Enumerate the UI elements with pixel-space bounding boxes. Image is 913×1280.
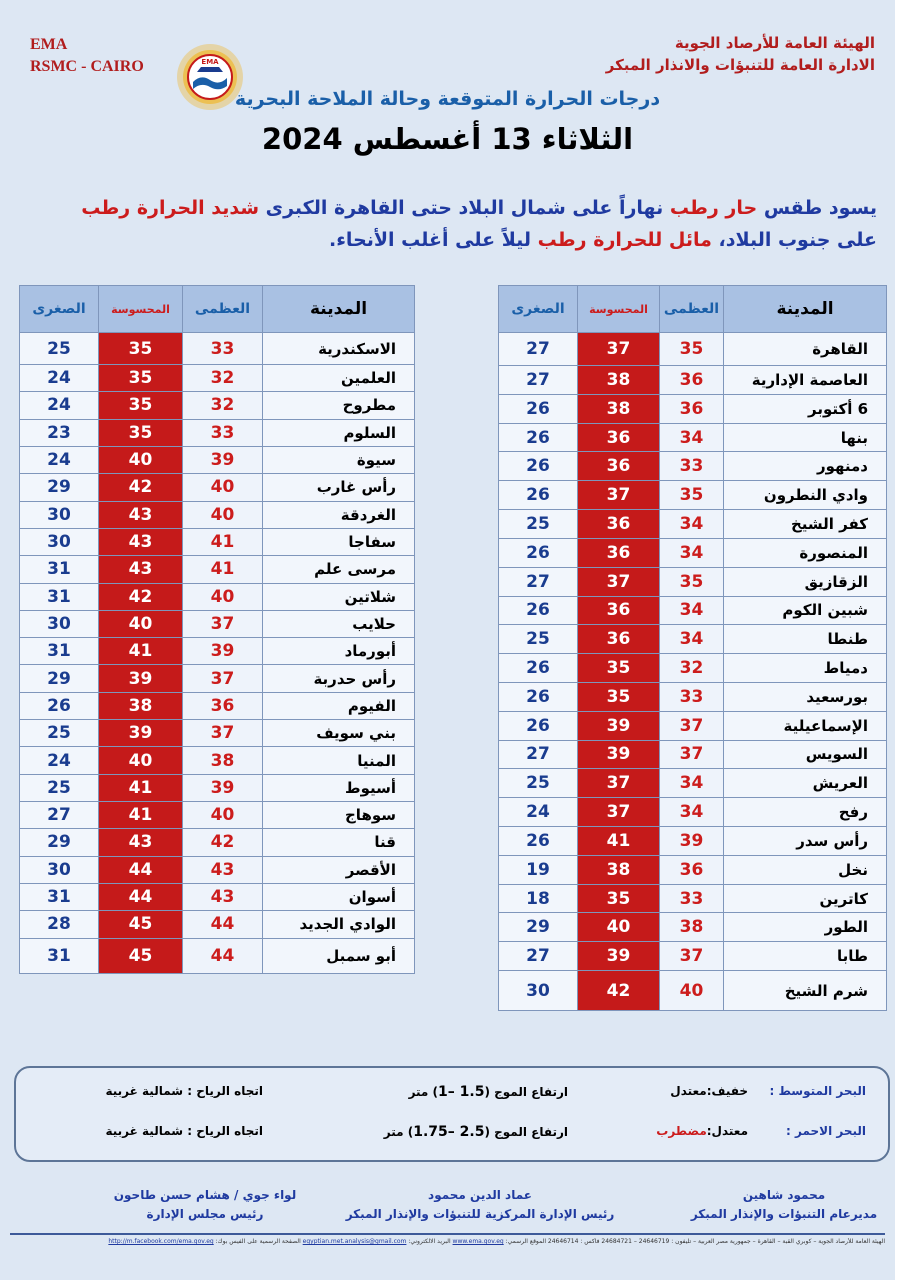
city-cell: رأس سدر — [724, 827, 887, 856]
max-temp-cell: 40 — [183, 583, 263, 610]
max-temp-cell: 32 — [660, 654, 724, 683]
forecast-part: نهاراً على شمال البلاد حتى القاهرة الكبرى — [265, 197, 664, 219]
city-cell: شلاتين — [263, 583, 415, 610]
city-cell: الوادي الجديد — [263, 911, 415, 938]
city-cell: سوهاج — [263, 802, 415, 829]
city-cell: العاصمة الإدارية — [724, 366, 887, 395]
min-temp-cell: 29 — [20, 474, 99, 501]
feels-like-cell: 43 — [99, 556, 183, 583]
max-temp-cell: 40 — [183, 802, 263, 829]
table-row — [20, 720, 415, 747]
max-temp-cell: 36 — [183, 692, 263, 719]
wave-height — [409, 1084, 568, 1100]
feels-like-cell: 35 — [578, 682, 660, 711]
sea-conditions-panel — [14, 1066, 890, 1162]
city-cell: القاهرة — [724, 333, 887, 366]
sea-row-mediterranean — [16, 1084, 888, 1108]
city-cell: بورسعيد — [724, 682, 887, 711]
table-row — [20, 856, 415, 883]
max-temp-cell: 40 — [183, 474, 263, 501]
table-row — [499, 567, 887, 596]
signatory-name: عماد الدين محمود — [428, 1188, 532, 1202]
sea-state: خفيف:معتدل — [670, 1084, 748, 1098]
table-row — [499, 913, 887, 942]
max-temp-cell: 37 — [183, 610, 263, 637]
min-temp-cell: 30 — [20, 856, 99, 883]
city-cell: قنا — [263, 829, 415, 856]
table-row — [20, 610, 415, 637]
max-temp-cell: 43 — [183, 856, 263, 883]
min-temp-cell: 31 — [20, 583, 99, 610]
feels-like-cell: 38 — [99, 692, 183, 719]
feels-like-cell: 35 — [99, 419, 183, 446]
table-row — [499, 654, 887, 683]
table-row — [499, 740, 887, 769]
signatory-name: لواء جوي / هشام حسن طاحون — [113, 1188, 297, 1202]
signatory-title: رئيس الإدارة المركزية للتنبؤات والإنذار المبكر — [345, 1207, 615, 1221]
wave-height — [384, 1124, 568, 1140]
min-temp-cell: 26 — [499, 596, 578, 625]
table-row — [20, 911, 415, 938]
min-temp-cell: 26 — [499, 452, 578, 481]
table-row — [20, 556, 415, 583]
column-header-feels-like: المحسوسة — [99, 286, 183, 333]
column-header-min: الصغرى — [499, 286, 578, 333]
city-cell: دمياط — [724, 654, 887, 683]
city-cell: أبورماد — [263, 638, 415, 665]
city-cell: شبين الكوم — [724, 596, 887, 625]
table-row — [20, 419, 415, 446]
min-temp-cell: 25 — [20, 333, 99, 365]
feels-like-cell: 40 — [99, 747, 183, 774]
wave-value: 1– 1.5 — [438, 1084, 485, 1100]
city-cell: دمنهور — [724, 452, 887, 481]
max-temp-cell: 32 — [183, 365, 263, 392]
feels-like-cell: 39 — [578, 740, 660, 769]
signatory-name: محمود شاهين — [742, 1188, 826, 1202]
feels-like-cell: 37 — [578, 567, 660, 596]
feels-like-cell: 40 — [578, 913, 660, 942]
min-temp-cell: 26 — [499, 394, 578, 423]
feels-like-cell: 36 — [578, 596, 660, 625]
signatory-title: مديرعام التنبؤات والإنذار المبكر — [690, 1207, 878, 1221]
feels-like-cell: 38 — [578, 366, 660, 395]
sea-state-rough: مضطرب — [656, 1124, 707, 1138]
min-temp-cell: 27 — [499, 740, 578, 769]
logo-text: EMA — [201, 58, 219, 66]
temperature-table-left — [19, 285, 415, 974]
signature-block — [100, 1186, 310, 1224]
table-row — [499, 596, 887, 625]
max-temp-cell: 42 — [183, 829, 263, 856]
city-cell: شرم الشيخ — [724, 971, 887, 1011]
max-temp-cell: 37 — [660, 942, 724, 971]
sea-state — [656, 1124, 748, 1138]
min-temp-cell: 24 — [20, 446, 99, 473]
max-temp-cell: 38 — [660, 913, 724, 942]
min-temp-cell: 23 — [20, 419, 99, 446]
max-temp-cell: 40 — [183, 501, 263, 528]
city-cell: الإسماعيلية — [724, 711, 887, 740]
min-temp-cell: 26 — [499, 654, 578, 683]
max-temp-cell: 34 — [660, 510, 724, 539]
city-cell: رفح — [724, 798, 887, 827]
max-temp-cell: 39 — [660, 827, 724, 856]
min-temp-cell: 24 — [20, 747, 99, 774]
feels-like-cell: 35 — [99, 365, 183, 392]
table-row — [499, 971, 887, 1011]
table-row — [20, 747, 415, 774]
sea-row-red-sea — [16, 1124, 888, 1148]
wave-unit: ) متر — [383, 1125, 414, 1139]
table-row — [20, 474, 415, 501]
table-row — [20, 802, 415, 829]
min-temp-cell: 29 — [499, 913, 578, 942]
city-cell: مرسى علم — [263, 556, 415, 583]
min-temp-cell: 26 — [499, 827, 578, 856]
temperature-table-right — [498, 285, 887, 1011]
max-temp-cell: 39 — [183, 774, 263, 801]
min-temp-cell: 25 — [499, 625, 578, 654]
max-temp-cell: 37 — [660, 740, 724, 769]
feels-like-cell: 36 — [578, 538, 660, 567]
footer-email-link[interactable]: egyptian.met.analysis@gmail.com — [302, 1238, 407, 1245]
city-cell: المنصورة — [724, 538, 887, 567]
feels-like-cell: 36 — [578, 423, 660, 452]
feels-like-cell: 44 — [99, 883, 183, 910]
table-row — [499, 711, 887, 740]
max-temp-cell: 33 — [660, 682, 724, 711]
max-temp-cell: 41 — [183, 556, 263, 583]
feels-like-cell: 42 — [99, 474, 183, 501]
min-temp-cell: 24 — [499, 798, 578, 827]
footer-facebook-link[interactable]: http://m.facebook.com/ema.gov.eg — [108, 1238, 214, 1245]
max-temp-cell: 33 — [660, 884, 724, 913]
city-cell: العلمين — [263, 365, 415, 392]
min-temp-cell: 25 — [20, 720, 99, 747]
max-temp-cell: 35 — [660, 481, 724, 510]
table-row — [20, 583, 415, 610]
sea-name: البحر الاحمر : — [786, 1124, 866, 1138]
table-row — [20, 365, 415, 392]
max-temp-cell: 33 — [183, 333, 263, 365]
feels-like-cell: 39 — [578, 942, 660, 971]
table-row — [20, 528, 415, 555]
table-row — [499, 682, 887, 711]
feels-like-cell: 35 — [99, 333, 183, 365]
feels-like-cell: 36 — [578, 510, 660, 539]
forecast-part: يسود طقس — [763, 197, 877, 219]
min-temp-cell: 24 — [20, 365, 99, 392]
max-temp-cell: 40 — [660, 971, 724, 1011]
max-temp-cell: 37 — [183, 720, 263, 747]
city-cell: السلوم — [263, 419, 415, 446]
min-temp-cell: 25 — [20, 774, 99, 801]
table-row — [20, 638, 415, 665]
max-temp-cell: 36 — [660, 855, 724, 884]
table-row — [20, 774, 415, 801]
table-row — [499, 855, 887, 884]
min-temp-cell: 29 — [20, 665, 99, 692]
forecast-highlight: مائل للحرارة رطب — [537, 229, 712, 251]
city-cell: حلايب — [263, 610, 415, 637]
feels-like-cell: 44 — [99, 856, 183, 883]
forecast-highlight: شديد الحرارة رطب — [81, 197, 260, 219]
table-row — [499, 538, 887, 567]
table-row — [499, 769, 887, 798]
table-row — [20, 883, 415, 910]
table-row — [499, 942, 887, 971]
max-temp-cell: 34 — [660, 538, 724, 567]
max-temp-cell: 33 — [183, 419, 263, 446]
max-temp-cell: 35 — [660, 567, 724, 596]
city-cell: مطروح — [263, 392, 415, 419]
max-temp-cell: 33 — [660, 452, 724, 481]
wave-value: 1.75– 2.5 — [413, 1124, 485, 1140]
feels-like-cell: 37 — [578, 769, 660, 798]
feels-like-cell: 45 — [99, 911, 183, 938]
min-temp-cell: 24 — [20, 392, 99, 419]
max-temp-cell: 36 — [660, 366, 724, 395]
feels-like-cell: 41 — [578, 827, 660, 856]
table-row — [20, 665, 415, 692]
feels-like-cell: 40 — [99, 610, 183, 637]
forecast-highlight: حار رطب — [669, 197, 758, 219]
city-cell: الفيوم — [263, 692, 415, 719]
forecast-part: ليلاً على أغلب الأنحاء. — [329, 229, 532, 251]
feels-like-cell: 42 — [578, 971, 660, 1011]
footer-address: الهيئة العامة للأرصاد الجوية – كوبري القبة – القاهرة – جمهورية مصر العربية – تليفون : 24646719 – 24684721 فاكس : 24646714 الموقع الرسمي: — [505, 1238, 885, 1245]
max-temp-cell: 35 — [660, 333, 724, 366]
forecast-part: على جنوب البلاد، — [718, 229, 877, 251]
forecast-date: الثلاثاء 13 أغسطس 2024 — [261, 122, 634, 156]
min-temp-cell: 30 — [20, 610, 99, 637]
column-header-city: المدينة — [724, 286, 887, 333]
city-cell: الغردقة — [263, 501, 415, 528]
feels-like-cell: 41 — [99, 774, 183, 801]
forecast-summary — [60, 192, 877, 256]
max-temp-cell: 44 — [183, 911, 263, 938]
table-row — [20, 446, 415, 473]
footer-site-link[interactable]: www.ema.gov.eg — [452, 1238, 504, 1245]
page-title: درجات الحرارة المتوقعة وحالة الملاحة البحرية — [234, 88, 661, 110]
min-temp-cell: 26 — [499, 682, 578, 711]
min-temp-cell: 31 — [20, 883, 99, 910]
feels-like-cell: 38 — [578, 394, 660, 423]
table-row — [499, 798, 887, 827]
city-cell: 6 أكتوبر — [724, 394, 887, 423]
city-cell: أسوان — [263, 883, 415, 910]
table-row — [20, 938, 415, 973]
table-row — [499, 625, 887, 654]
city-cell: كاترين — [724, 884, 887, 913]
min-temp-cell: 26 — [499, 711, 578, 740]
feels-like-cell: 39 — [99, 720, 183, 747]
city-cell: الاسكندرية — [263, 333, 415, 365]
feels-like-cell: 43 — [99, 528, 183, 555]
table-row — [499, 394, 887, 423]
min-temp-cell: 25 — [499, 510, 578, 539]
min-temp-cell: 27 — [499, 366, 578, 395]
city-cell: العريش — [724, 769, 887, 798]
min-temp-cell: 28 — [20, 911, 99, 938]
city-cell: السويس — [724, 740, 887, 769]
table-row — [499, 333, 887, 366]
table-row — [20, 392, 415, 419]
column-header-max: العظمى — [660, 286, 724, 333]
city-cell: الزقازيق — [724, 567, 887, 596]
sea-state-part: معتدل: — [706, 1124, 748, 1138]
table-row — [499, 366, 887, 395]
city-cell: أسيوط — [263, 774, 415, 801]
max-temp-cell: 34 — [660, 423, 724, 452]
min-temp-cell: 31 — [20, 638, 99, 665]
table-row — [499, 510, 887, 539]
signature-block — [689, 1186, 879, 1224]
min-temp-cell: 26 — [499, 481, 578, 510]
feels-like-cell: 36 — [578, 625, 660, 654]
feels-like-cell: 40 — [99, 446, 183, 473]
column-header-feels-like: المحسوسة — [578, 286, 660, 333]
min-temp-cell: 18 — [499, 884, 578, 913]
feels-like-cell: 41 — [99, 638, 183, 665]
min-temp-cell: 19 — [499, 855, 578, 884]
min-temp-cell: 31 — [20, 556, 99, 583]
max-temp-cell: 34 — [660, 769, 724, 798]
min-temp-cell: 27 — [499, 567, 578, 596]
max-temp-cell: 38 — [183, 747, 263, 774]
min-temp-cell: 30 — [20, 501, 99, 528]
feels-like-cell: 41 — [99, 802, 183, 829]
min-temp-cell: 25 — [499, 769, 578, 798]
wind-direction: اتجاه الرياح : شمالية غربية — [105, 1084, 263, 1098]
signatory-title: رئيس مجلس الإدارة — [146, 1207, 264, 1221]
feels-like-cell: 35 — [99, 392, 183, 419]
ema-label-block — [30, 34, 170, 78]
max-temp-cell: 36 — [660, 394, 724, 423]
city-cell: طابا — [724, 942, 887, 971]
city-cell: رأس غارب — [263, 474, 415, 501]
column-header-min: الصغرى — [20, 286, 99, 333]
city-cell: رأس حدربة — [263, 665, 415, 692]
min-temp-cell: 30 — [20, 528, 99, 555]
org-name: الهيئة العامة للأرصاد الجوية — [674, 34, 875, 52]
feels-like-cell: 42 — [99, 583, 183, 610]
max-temp-cell: 34 — [660, 625, 724, 654]
table-row — [499, 481, 887, 510]
city-cell: بني سويف — [263, 720, 415, 747]
max-temp-cell: 34 — [660, 798, 724, 827]
city-cell: الطور — [724, 913, 887, 942]
feels-like-cell: 37 — [578, 481, 660, 510]
max-temp-cell: 37 — [183, 665, 263, 692]
city-cell: الأقصر — [263, 856, 415, 883]
feels-like-cell: 35 — [578, 884, 660, 913]
city-cell: وادي النطرون — [724, 481, 887, 510]
min-temp-cell: 27 — [499, 942, 578, 971]
table-row — [20, 333, 415, 365]
table-row — [499, 423, 887, 452]
min-temp-cell: 26 — [499, 538, 578, 567]
feels-like-cell: 37 — [578, 333, 660, 366]
footer-email-label: البريد الالكتروني: — [408, 1238, 451, 1245]
city-cell: المنيا — [263, 747, 415, 774]
feels-like-cell: 38 — [578, 855, 660, 884]
table-row — [20, 501, 415, 528]
wave-unit: ) متر — [408, 1085, 439, 1099]
city-cell: سيوة — [263, 446, 415, 473]
min-temp-cell: 26 — [20, 692, 99, 719]
rsmc-label: RSMC - CAIRO — [30, 58, 144, 75]
city-cell: طنطا — [724, 625, 887, 654]
city-cell: بنها — [724, 423, 887, 452]
max-temp-cell: 34 — [660, 596, 724, 625]
min-temp-cell: 30 — [499, 971, 578, 1011]
wave-label: ارتفاع الموج ( — [484, 1085, 568, 1099]
max-temp-cell: 39 — [183, 446, 263, 473]
sea-name: البحر المتوسط : — [769, 1084, 866, 1098]
min-temp-cell: 27 — [20, 802, 99, 829]
max-temp-cell: 32 — [183, 392, 263, 419]
signature-block — [330, 1186, 630, 1224]
max-temp-cell: 43 — [183, 883, 263, 910]
city-cell: أبو سمبل — [263, 938, 415, 973]
ema-label: EMA — [30, 36, 68, 53]
organization-block — [606, 32, 875, 76]
max-temp-cell: 37 — [660, 711, 724, 740]
org-department: الادارة العامة للتنبؤات والانذار المبكر — [605, 56, 875, 74]
feels-like-cell: 43 — [99, 829, 183, 856]
wave-label: ارتفاع الموج ( — [484, 1125, 568, 1139]
table-row — [499, 827, 887, 856]
feels-like-cell: 35 — [578, 654, 660, 683]
table-row — [499, 884, 887, 913]
feels-like-cell: 37 — [578, 798, 660, 827]
feels-like-cell: 39 — [99, 665, 183, 692]
min-temp-cell: 26 — [499, 423, 578, 452]
footer-divider — [10, 1233, 885, 1235]
feels-like-cell: 43 — [99, 501, 183, 528]
city-cell: سفاجا — [263, 528, 415, 555]
table-row — [499, 452, 887, 481]
column-header-max: العظمى — [183, 286, 263, 333]
max-temp-cell: 44 — [183, 938, 263, 973]
footer-fb-label: الصفحة الرسمية على الفيس بوك: — [215, 1238, 301, 1245]
feels-like-cell: 36 — [578, 452, 660, 481]
feels-like-cell: 45 — [99, 938, 183, 973]
wind-direction: اتجاه الرياح : شمالية غربية — [105, 1124, 263, 1138]
table-row — [20, 829, 415, 856]
max-temp-cell: 41 — [183, 528, 263, 555]
max-temp-cell: 39 — [183, 638, 263, 665]
min-temp-cell: 31 — [20, 938, 99, 973]
column-header-city: المدينة — [263, 286, 415, 333]
footer-contact — [10, 1238, 885, 1245]
city-cell: كفر الشيخ — [724, 510, 887, 539]
feels-like-cell: 39 — [578, 711, 660, 740]
table-row — [20, 692, 415, 719]
min-temp-cell: 29 — [20, 829, 99, 856]
min-temp-cell: 27 — [499, 333, 578, 366]
city-cell: نخل — [724, 855, 887, 884]
